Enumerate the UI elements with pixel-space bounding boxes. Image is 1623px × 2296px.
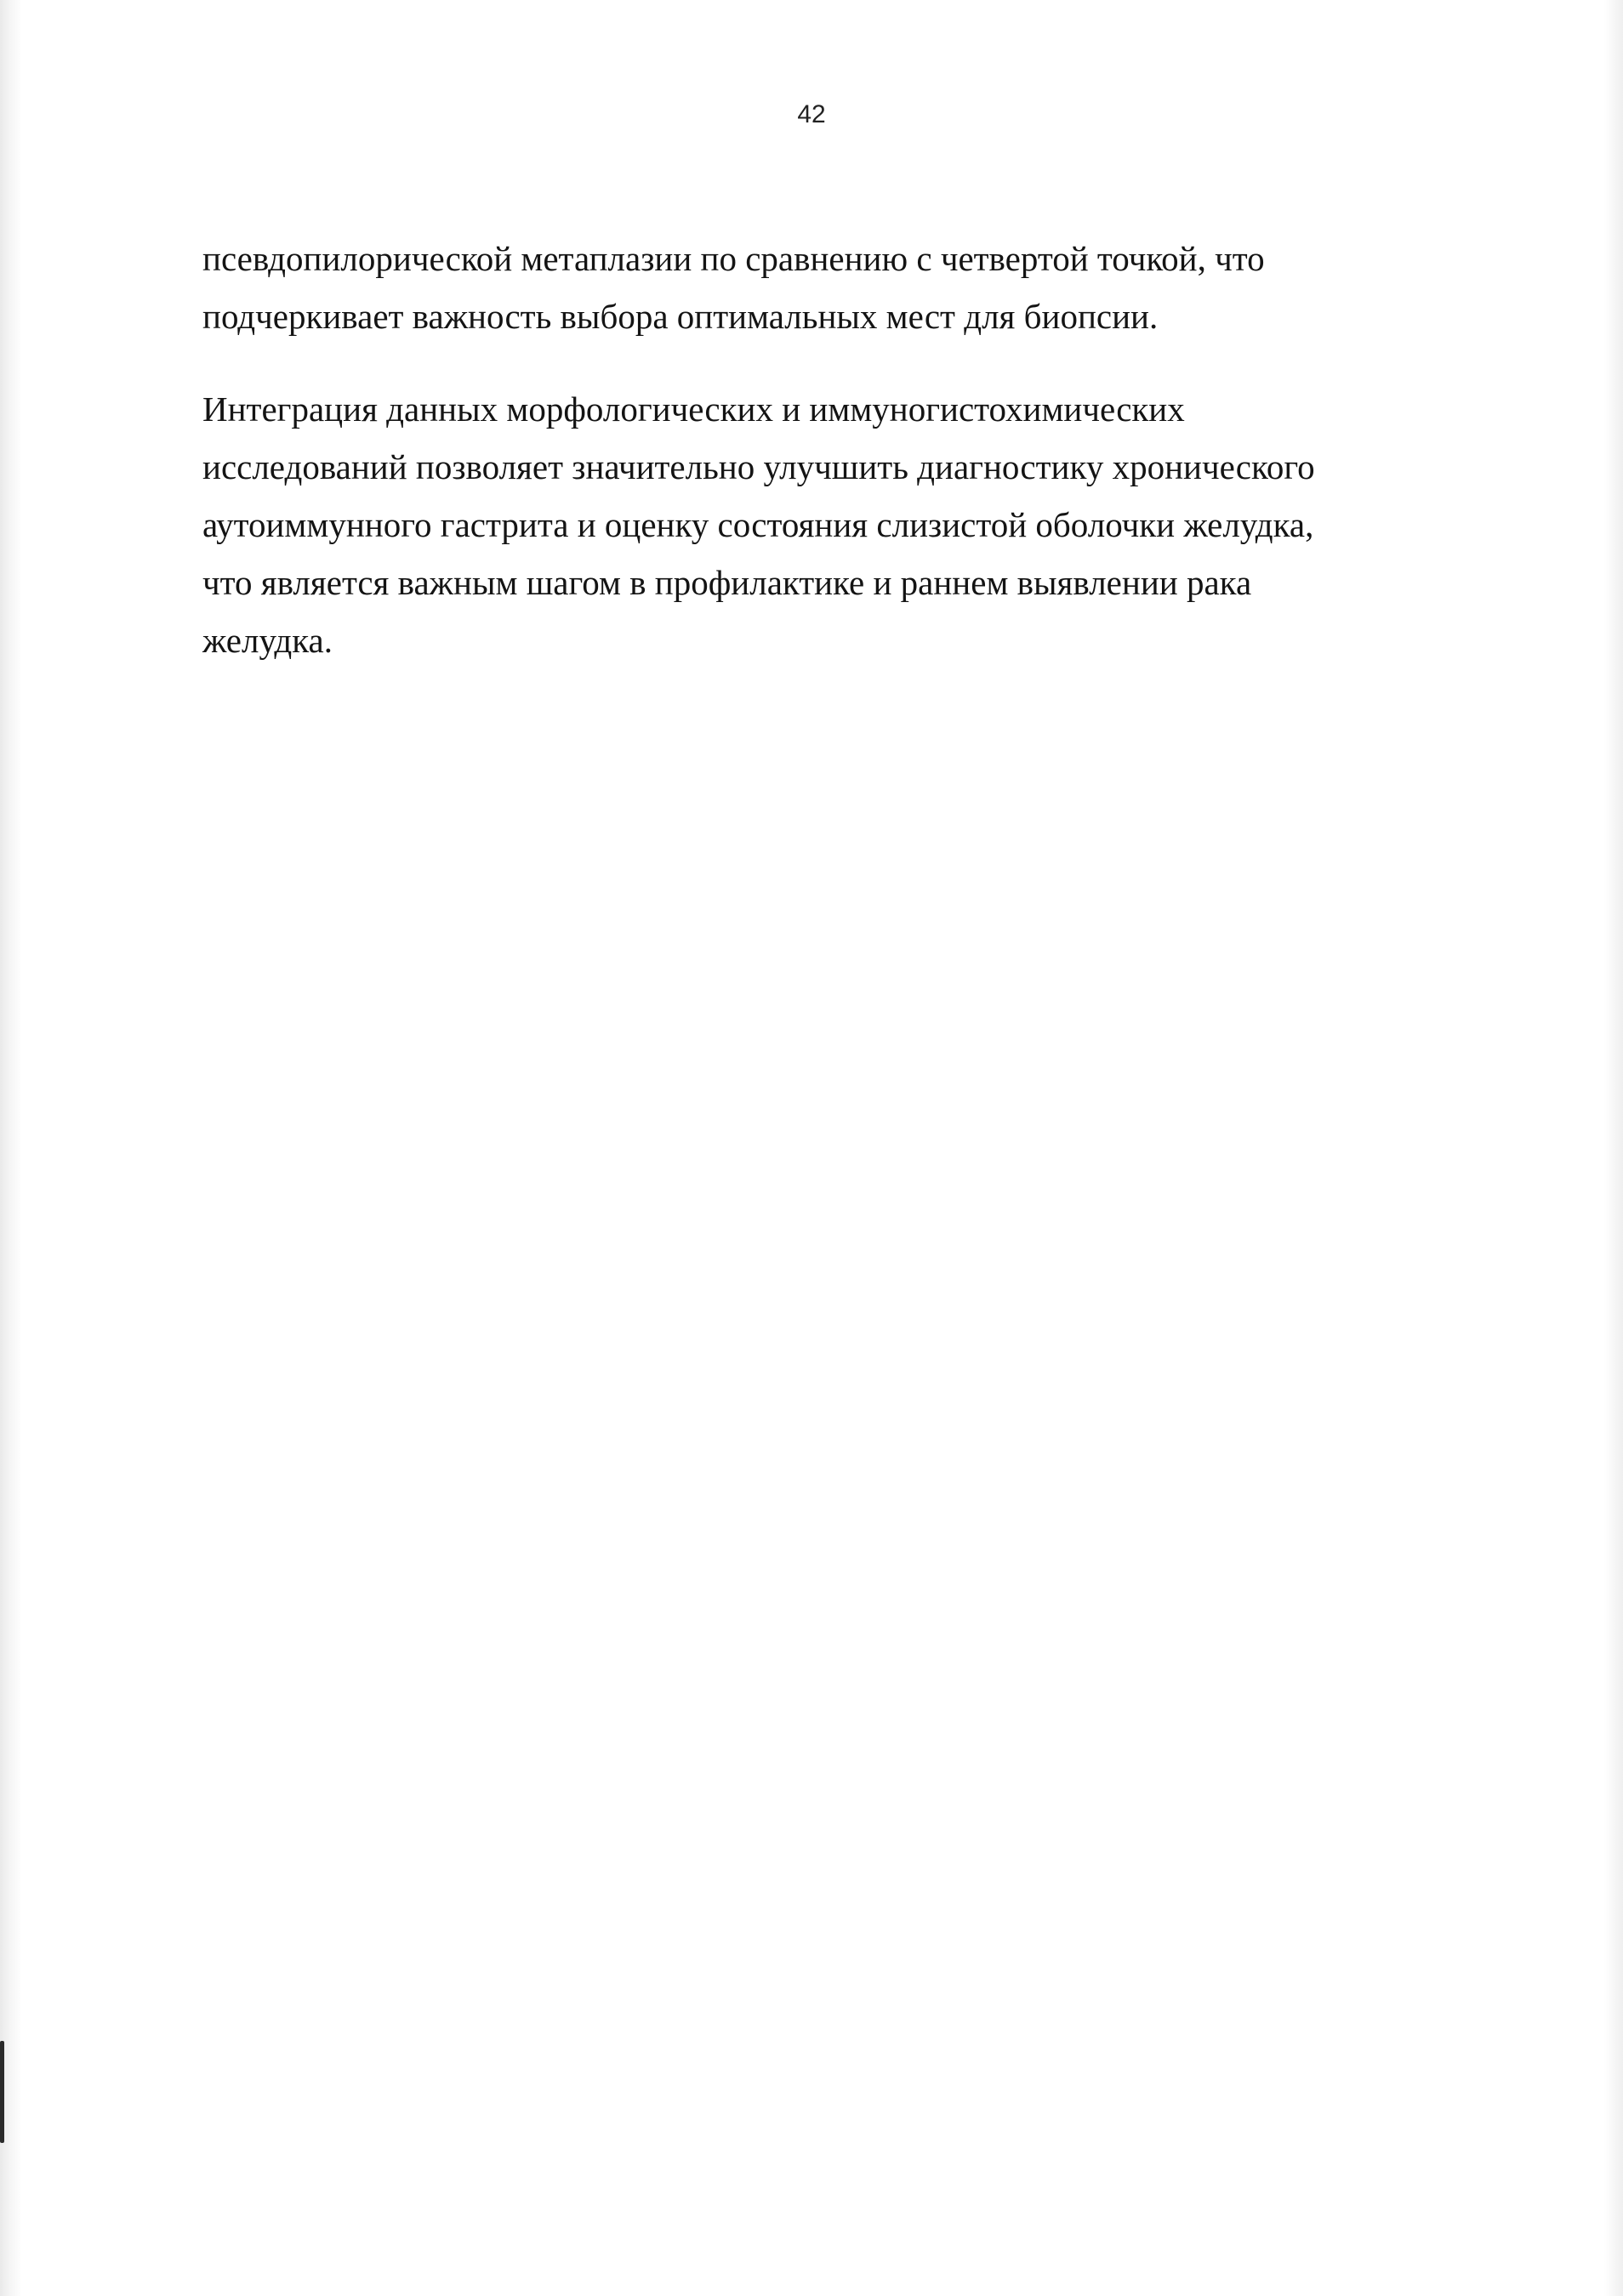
text-line: подчеркивает важность выбора оптимальных мест для биопсии. [202, 297, 1159, 336]
text-line: псевдопилорической метаплазии по сравнению с четвертой точкой, что [202, 239, 1265, 278]
text-line: аутоиммунного гастрита и оценку состояния слизистой оболочки желудка, [202, 505, 1314, 544]
page-number: 42 [797, 100, 826, 128]
paragraph-2 [202, 380, 1444, 669]
scan-mark [0, 2041, 4, 2143]
text-line: Интеграция данных морфологических и иммуногистохимических [202, 389, 1185, 429]
text-line: исследований позволяет значительно улучшить диагностику хронического [202, 447, 1315, 486]
text-line: что является важным шагом в профилактике и раннем выявлении рака [202, 563, 1252, 602]
scan-edge-left [0, 0, 22, 2296]
paragraph-1 [202, 230, 1444, 345]
scan-edge-right [1604, 0, 1623, 2296]
text-line: желудка. [202, 621, 333, 660]
body-text [202, 230, 1444, 704]
